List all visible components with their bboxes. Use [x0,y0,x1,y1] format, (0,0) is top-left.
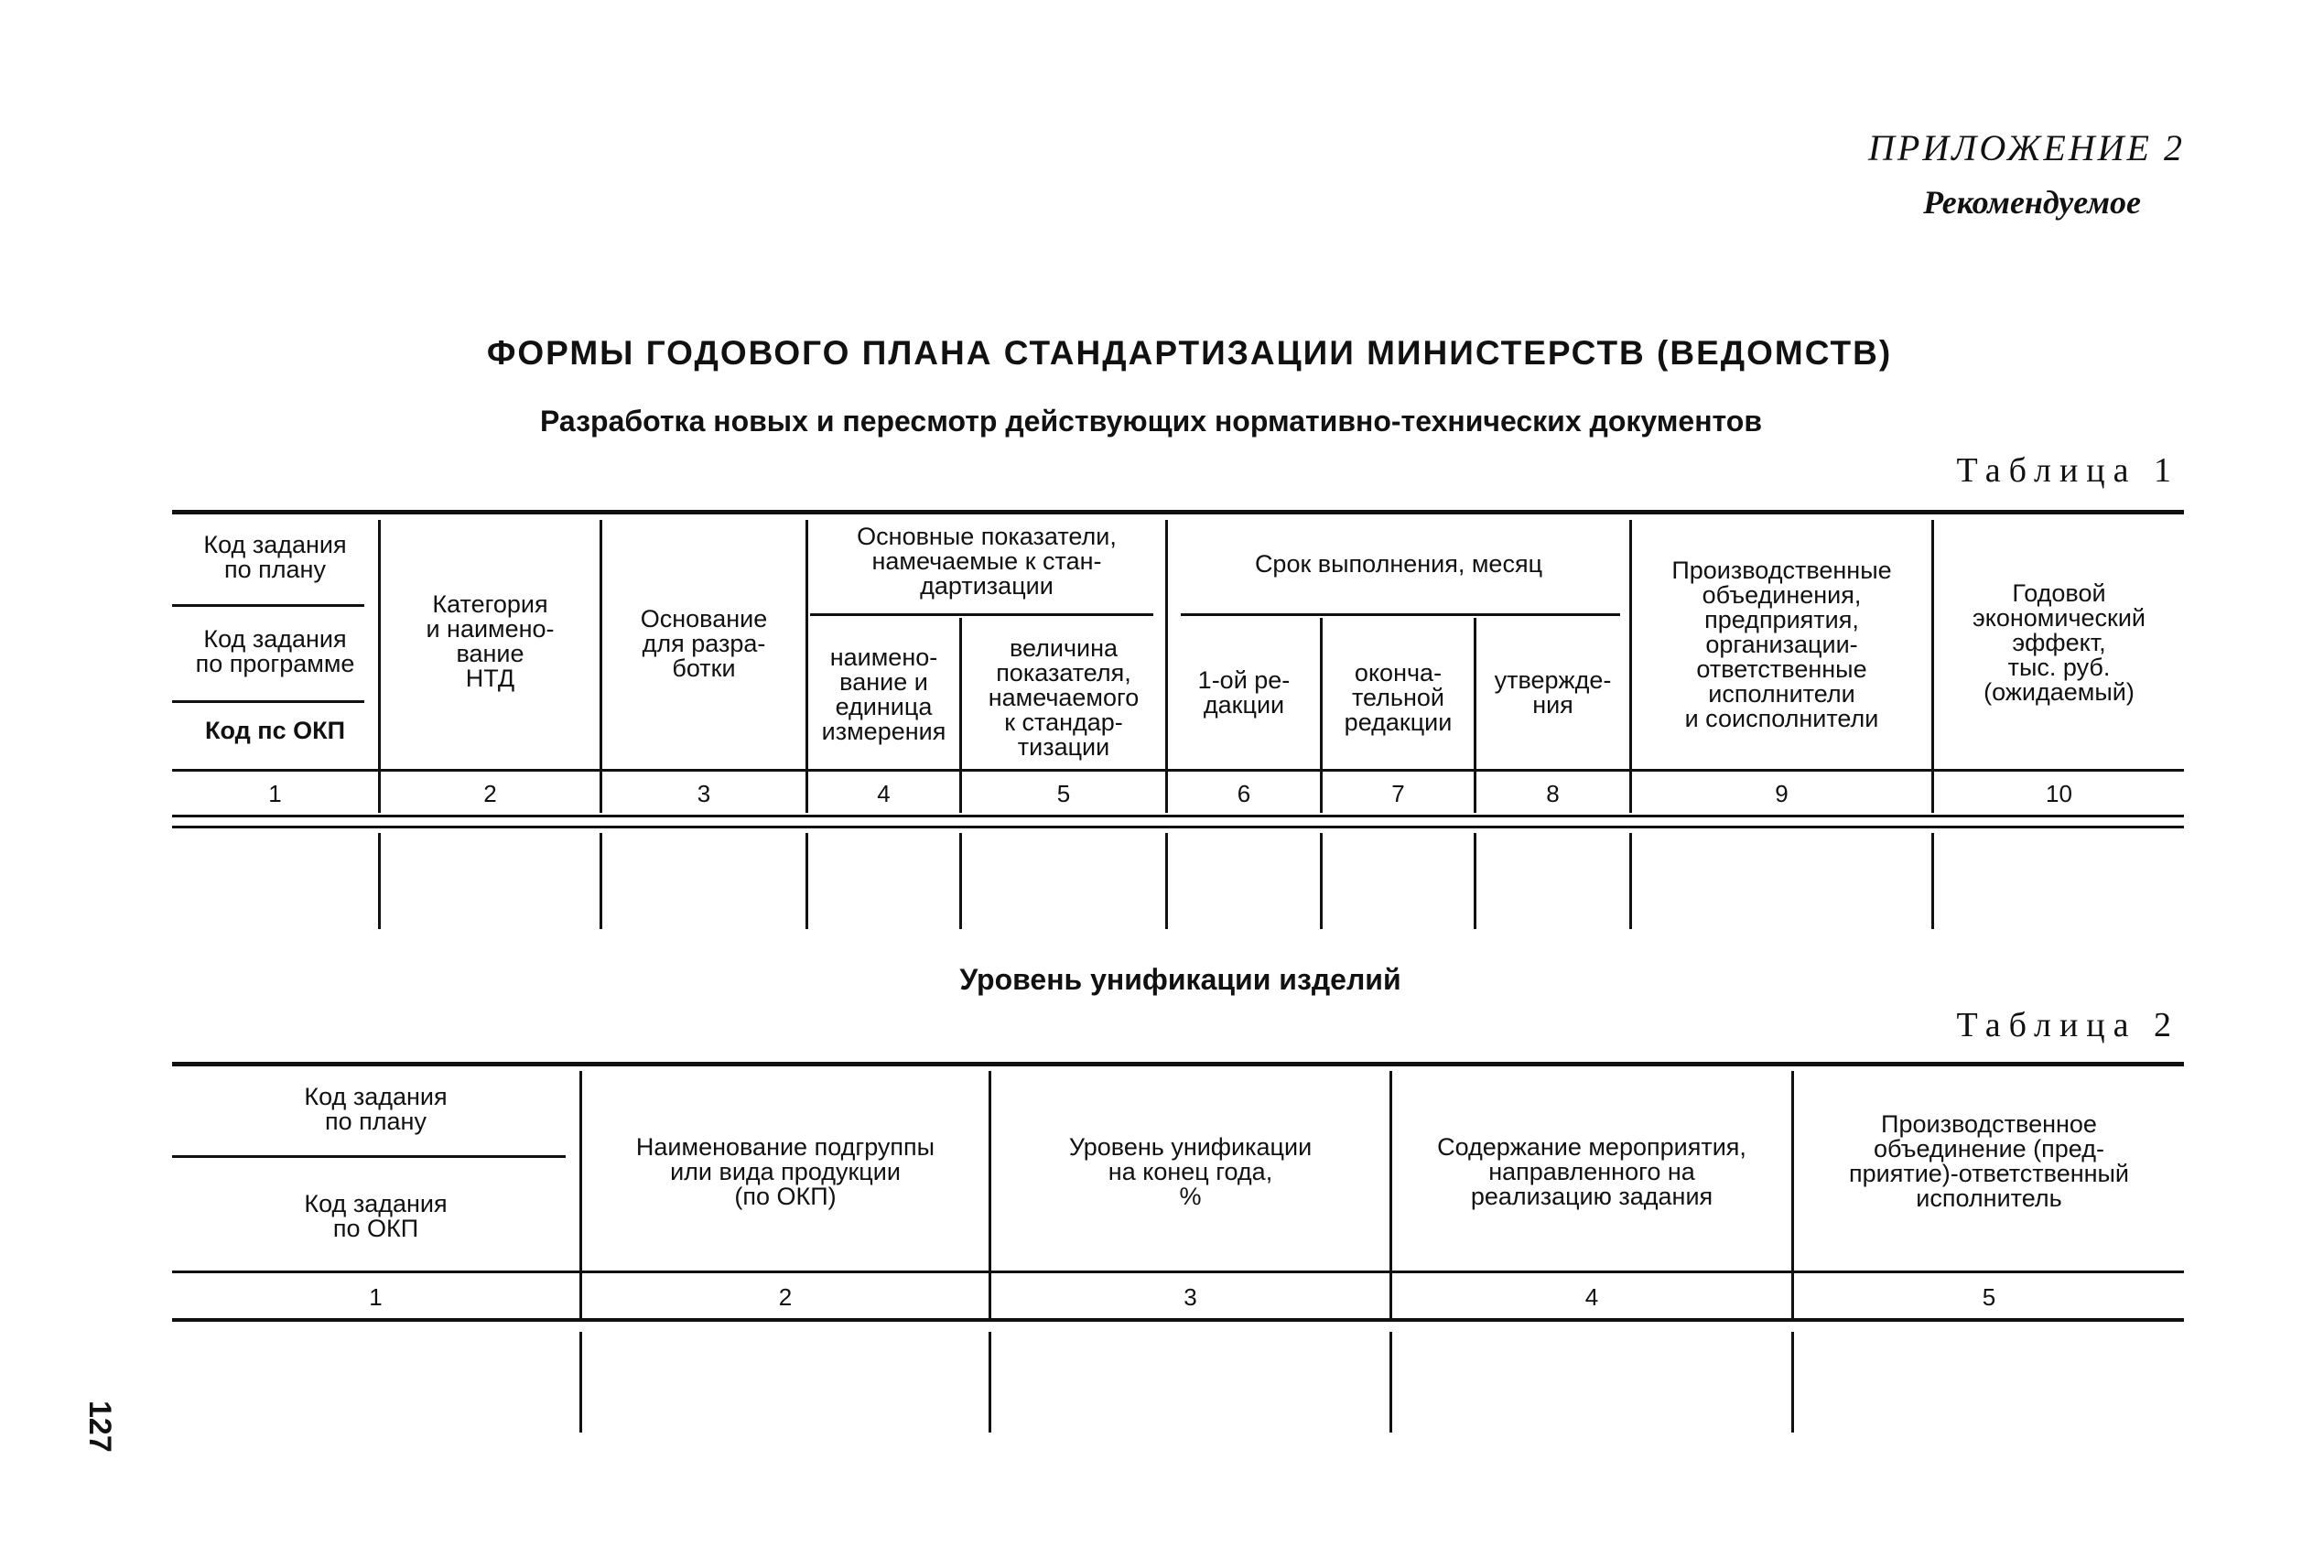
t2-col-number: 5 [1982,1283,1996,1311]
t1-basis-header: Основание для разра- ботки [640,605,768,682]
t1-code-plan-header: Код задания по плану [203,531,347,583]
t2-unification-level-header: Уровень унификации на конец года, % [1068,1133,1313,1210]
t1-col-number: 8 [1546,780,1560,807]
t2-measure-content-header: Содержание мероприятия, направленного на реализацию задания [1437,1133,1746,1210]
table1-rule [810,613,1153,616]
t1-col-number: 4 [877,780,891,807]
table1-body-divider [1165,833,1168,929]
t1-col-number: 5 [1056,780,1071,807]
t1-col-number: 1 [268,780,282,807]
t2-col-number: 1 [369,1283,383,1311]
t1-indicators-group-header: Основные показатели, намечаемые к стан- дартизации [857,523,1117,600]
table1-number-rule [172,826,2184,828]
appendix-title: ПРИЛОЖЕНИЕ 2 [1868,127,2185,168]
t2-code-plan-header: Код задания по плану [304,1083,448,1135]
t1-deadline-group-header: Срок выполнения, месяц [1254,550,1543,578]
table1-rule [1181,613,1620,616]
t1-indicator-value-header: величина показателя, намечаемого к стандар- тизации [988,634,1140,761]
table2-top-rule [172,1062,2184,1066]
t1-col-number: 6 [1237,780,1251,807]
table1-rule [172,604,364,607]
table1-number-rule [172,815,2184,817]
t1-approval-header: утвержде- ния [1494,666,1612,719]
t2-code-okp-header: Код задания по ОКП [304,1190,448,1242]
table2-body-divider [1791,1332,1794,1433]
t1-col-number: 10 [2046,780,2072,807]
t2-product-name-header: Наименование подгруппы или вида продукции (по ОКП) [635,1133,935,1210]
table1-subtitle: Разработка новых и пересмотр действующих нормативно-технических документов [540,405,1763,438]
t1-first-edition-header: 1-ой ре- дакции [1197,666,1291,719]
table2-label: Таблица 2 [1956,1006,2179,1044]
table2-body-divider [989,1332,991,1433]
t1-final-edition-header: оконча- тельной редакции [1344,659,1453,736]
t1-category-header: Категория и наимено- вание НТД [426,590,555,692]
t1-col-number: 9 [1775,780,1789,807]
t2-col-number: 4 [1584,1283,1599,1311]
t1-col-number: 2 [483,780,497,807]
t1-indicator-name-header: наимено- вание и единица измерения [821,643,946,745]
table2-body-divider [1389,1332,1392,1433]
table1-top-rule [172,510,2184,514]
main-title: ФОРМЫ ГОДОВОГО ПЛАНА СТАНДАРТИЗАЦИИ МИНИСТЕРСТВ (ВЕДОМСТВ) [486,334,1893,372]
table1-body-divider [1629,833,1632,929]
t1-economic-effect-header: Годовой экономический эффект, тыс. руб. (ожидаемый) [1972,579,2146,706]
t1-col-number: 7 [1391,780,1405,807]
table1-body-divider [378,833,381,929]
table1-header-rule [172,769,2184,772]
table1-rule [172,700,364,703]
table1-label: Таблица 1 [1956,451,2179,490]
table1-body-divider [600,833,602,929]
table2-rule [172,1155,566,1158]
table2-subtitle: Уровень унификации изделий [959,963,1401,996]
table2-header-rule [172,1271,2184,1273]
t1-code-program-header: Код задания по программе [195,625,355,677]
table1-body-divider [959,833,962,929]
t2-col-number: 3 [1184,1283,1197,1311]
table1-body-divider [1320,833,1323,929]
t2-col-number: 2 [778,1283,793,1311]
page-number: 127 [82,1400,117,1453]
table1-body-divider [1474,833,1476,929]
table1-body-divider [1931,833,1934,929]
table1-body-divider [805,833,808,929]
t1-col-number: 3 [697,780,711,807]
t1-code-okp-header: Код пс ОКП [205,717,345,744]
appendix-subtitle: Рекомендуемое [1923,184,2141,221]
t2-executor-header: Производственное объединение (пред- приятие)-ответственный исполнитель [1848,1110,2130,1212]
table2-number-rule [172,1318,2184,1322]
t1-executors-header: Производственные объединения, предприятия, организации- ответственные исполнители и соисполнители [1671,557,1892,732]
table2-body-divider [579,1332,582,1433]
